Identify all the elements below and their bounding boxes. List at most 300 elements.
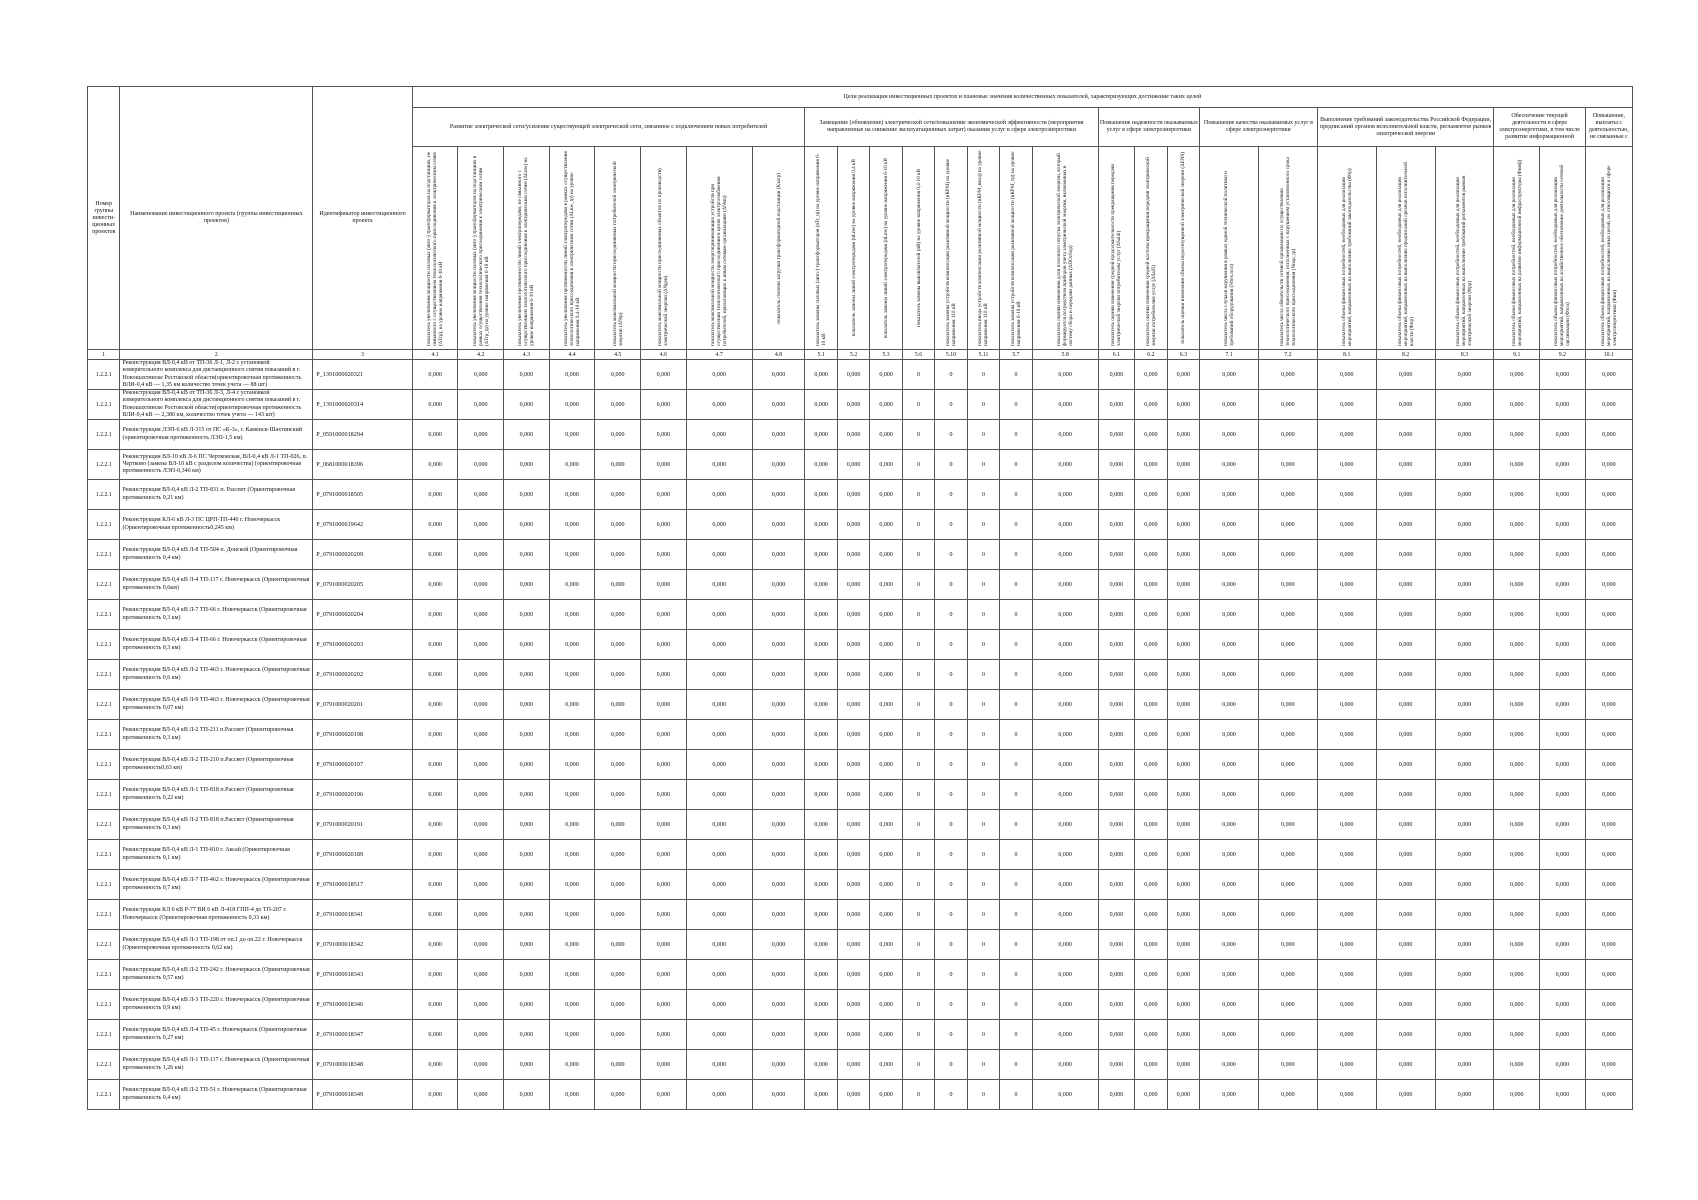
value-cell: 0,000 bbox=[686, 1050, 752, 1080]
value-cell: 0,000 bbox=[1494, 660, 1540, 690]
group-header: Повышение надежности оказываемых услуг в сфере электроэнергетики bbox=[1098, 108, 1199, 147]
value-cell: 0,000 bbox=[1585, 720, 1632, 750]
value-cell: 0,000 bbox=[686, 390, 752, 420]
value-cell: 0 bbox=[967, 960, 999, 990]
value-cell: 0,000 bbox=[458, 810, 504, 840]
table-row bbox=[88, 390, 1633, 420]
value-cell: 0,000 bbox=[641, 1020, 687, 1050]
value-cell: 0,000 bbox=[1376, 600, 1435, 630]
indicator-header-text: показатель объема финансовых потребностей, необходимых для реализации мероприятий, направленных на выполнение предписаний органов исполнительной власти (Фпр) bbox=[1396, 161, 1415, 346]
value-cell: 0,000 bbox=[1585, 840, 1632, 870]
value-cell: 0,000 bbox=[1494, 480, 1540, 510]
value-cell: 0 bbox=[967, 1020, 999, 1050]
value-cell: 0,000 bbox=[805, 870, 837, 900]
project-id-cell: P_0791000018346 bbox=[313, 990, 412, 1020]
value-cell: 0,000 bbox=[595, 780, 641, 810]
value-cell: 0,000 bbox=[805, 840, 837, 870]
value-cell: 0,000 bbox=[1317, 870, 1376, 900]
value-cell: 0,000 bbox=[1376, 420, 1435, 450]
project-name-cell: Реконструкция ВЛ-0,4 кВ Л-2 ТП-242 г. Новочеркасск (Ориентировочная протяженность 0,57 км) bbox=[120, 960, 313, 990]
value-cell: 0,000 bbox=[805, 450, 837, 480]
value-cell: 0,000 bbox=[870, 360, 902, 390]
value-cell: 0,000 bbox=[1540, 600, 1586, 630]
table-row bbox=[88, 630, 1633, 660]
value-cell: 0 bbox=[967, 990, 999, 1020]
value-cell: 0,000 bbox=[1098, 810, 1135, 840]
value-cell: 0,000 bbox=[1135, 900, 1167, 930]
column-number: 10.1 bbox=[1585, 350, 1632, 360]
value-cell: 0,000 bbox=[1376, 840, 1435, 870]
column-number: 4.3 bbox=[504, 350, 550, 360]
value-cell: 0,000 bbox=[412, 840, 458, 870]
value-cell: 0,000 bbox=[1540, 480, 1586, 510]
value-cell: 0,000 bbox=[752, 540, 805, 570]
project-id-cell: P_0791000018505 bbox=[313, 480, 412, 510]
value-cell: 0,000 bbox=[1585, 960, 1632, 990]
value-cell: 0,000 bbox=[1494, 570, 1540, 600]
value-cell: 0,000 bbox=[1258, 360, 1317, 390]
value-cell: 0,000 bbox=[1200, 660, 1259, 690]
value-cell: 0,000 bbox=[641, 390, 687, 420]
value-cell: 0,000 bbox=[686, 960, 752, 990]
value-cell: 0,000 bbox=[686, 990, 752, 1020]
value-cell: 0,000 bbox=[504, 600, 550, 630]
value-cell: 0,000 bbox=[1258, 1020, 1317, 1050]
value-cell: 0,000 bbox=[1540, 1020, 1586, 1050]
group-header: Обеспечение текущей деятельности в сфере электроэнергетики, в том числе развитие информационной bbox=[1494, 108, 1585, 147]
value-cell: 0,000 bbox=[870, 780, 902, 810]
indicator-header-text: показатель замены линий электропередачи (nLnw) на уровне напряжения 0,4 кВ bbox=[850, 159, 857, 337]
value-cell: 0 bbox=[967, 1080, 999, 1110]
project-id-cell: P_1391000020321 bbox=[313, 360, 412, 390]
value-cell: 0,000 bbox=[1098, 840, 1135, 870]
project-name-cell: Реконструкция ВЛ-0,4 кВ Л-1 ТП-818 п.Рассвет (Ориентировочная протяженность 0,22 км) bbox=[120, 780, 313, 810]
value-cell: 0,000 bbox=[641, 900, 687, 930]
group-number-cell: 1.2.2.1 bbox=[88, 420, 120, 450]
indicator-header-text: показатель увеличения протяженности линий электропередачи в рамках осуществления технологического присоединения к электрическим сетям (ΔLnw_tp) на уровне напряжения 0,4-10 кВ bbox=[563, 151, 582, 346]
value-cell: 0,000 bbox=[837, 420, 869, 450]
value-cell: 0,000 bbox=[1376, 720, 1435, 750]
value-cell: 0,000 bbox=[504, 780, 550, 810]
value-cell: 0,000 bbox=[1317, 600, 1376, 630]
project-name-cell: Реконструкция ВЛ-0,4 кВ Л-9 ТП-463 г. Новочеркасск (Ориентировочная протяженность 0,07 км) bbox=[120, 690, 313, 720]
value-cell: 0 bbox=[935, 570, 967, 600]
value-cell: 0 bbox=[1000, 990, 1032, 1020]
value-cell: 0,000 bbox=[1494, 780, 1540, 810]
value-cell: 0,000 bbox=[1258, 1050, 1317, 1080]
value-cell: 0,000 bbox=[1167, 360, 1199, 390]
group-header: Выполнение требований законодательства Российской Федерации, предписаний органов исполнительной власти, регламентов рынков электрической энергии bbox=[1317, 108, 1494, 147]
indicator-header-text: показатель оценки изменения доли полезного отпуска электрической энергии, который формируется посредством приборов учета электрической энергии, включенных в систему сбора и передачи данных (ΔПОсбор) bbox=[1056, 153, 1075, 346]
value-cell: 0,000 bbox=[1540, 990, 1586, 1020]
value-cell: 0,000 bbox=[1494, 750, 1540, 780]
value-cell: 0,000 bbox=[837, 690, 869, 720]
project-name-cell: Реконструкция ВЛ-0,4 кВ Л-2 ТП-211 п.Рассвет (Ориентировочная протяженность 0,3 км) bbox=[120, 720, 313, 750]
value-cell: 0,000 bbox=[595, 900, 641, 930]
value-cell: 0 bbox=[902, 930, 934, 960]
value-cell: 0,000 bbox=[870, 1050, 902, 1080]
value-cell: 0,000 bbox=[1098, 750, 1135, 780]
value-cell: 0,000 bbox=[1098, 780, 1135, 810]
value-cell: 0,000 bbox=[1258, 990, 1317, 1020]
group-number-cell: 1.2.2.1 bbox=[88, 930, 120, 960]
value-cell: 0 bbox=[935, 930, 967, 960]
value-cell: 0,000 bbox=[1098, 1050, 1135, 1080]
value-cell: 0,000 bbox=[595, 360, 641, 390]
value-cell: 0,000 bbox=[870, 630, 902, 660]
value-cell: 0,000 bbox=[412, 480, 458, 510]
value-cell: 0,000 bbox=[1032, 810, 1098, 840]
value-cell: 0,000 bbox=[1200, 630, 1259, 660]
value-cell: 0,000 bbox=[1376, 780, 1435, 810]
value-cell: 0,000 bbox=[1317, 720, 1376, 750]
value-cell: 0,000 bbox=[1098, 960, 1135, 990]
value-cell: 0,000 bbox=[549, 630, 595, 660]
value-cell: 0 bbox=[935, 1080, 967, 1110]
table-row bbox=[88, 900, 1633, 930]
value-cell: 0,000 bbox=[1376, 690, 1435, 720]
value-cell: 0 bbox=[967, 360, 999, 390]
value-cell: 0,000 bbox=[641, 360, 687, 390]
value-cell: 0,000 bbox=[458, 450, 504, 480]
value-cell: 0,000 bbox=[1135, 600, 1167, 630]
value-cell: 0,000 bbox=[1167, 900, 1199, 930]
value-cell: 0,000 bbox=[805, 1020, 837, 1050]
value-cell: 0,000 bbox=[686, 750, 752, 780]
indicator-header bbox=[1317, 147, 1376, 350]
value-cell: 0,000 bbox=[458, 660, 504, 690]
value-cell: 0 bbox=[1000, 750, 1032, 780]
value-cell: 0,000 bbox=[1376, 660, 1435, 690]
value-cell: 0,000 bbox=[458, 1050, 504, 1080]
project-name-cell: Реконструкция КЛ-6 кВ Л-3 ПС ЦРП-ТП-440 г. Новочеркасск (Ориентировочная протяженность0,245 км) bbox=[120, 510, 313, 540]
group-header: Замещение (обновление) электрической сети/повышение экономической эффективности (мероприятия направленные на снижение эксплуатационных затрат) оказания услуг в сфере электроэнергетики bbox=[805, 108, 1098, 147]
value-cell: 0,000 bbox=[504, 720, 550, 750]
group-number-cell: 1.2.2.1 bbox=[88, 960, 120, 990]
value-cell: 0,000 bbox=[686, 600, 752, 630]
value-cell: 0,000 bbox=[1435, 1020, 1494, 1050]
value-cell: 0 bbox=[1000, 1050, 1032, 1080]
value-cell: 0,000 bbox=[595, 990, 641, 1020]
value-cell: 0,000 bbox=[641, 480, 687, 510]
value-cell: 0,000 bbox=[458, 570, 504, 600]
column-number: 5.6 bbox=[902, 350, 934, 360]
column-number: 4.2 bbox=[458, 350, 504, 360]
project-name-cell: Реконструкция КЛ 6 кВ Р-77 ВИ 6 кВ Л-418 ГПП-4 до ТП-207 г. Новочеркасск (Ориентировочная протяженность 0,33 км) bbox=[120, 900, 313, 930]
value-cell: 0,000 bbox=[1540, 750, 1586, 780]
value-cell: 0,000 bbox=[1167, 450, 1199, 480]
value-cell: 0 bbox=[1000, 780, 1032, 810]
value-cell: 0 bbox=[1000, 810, 1032, 840]
value-cell: 0,000 bbox=[504, 420, 550, 450]
value-cell: 0,000 bbox=[1435, 540, 1494, 570]
value-cell: 0,000 bbox=[686, 870, 752, 900]
value-cell: 0,000 bbox=[641, 810, 687, 840]
value-cell: 0,000 bbox=[1258, 690, 1317, 720]
value-cell: 0,000 bbox=[1098, 480, 1135, 510]
value-cell: 0,000 bbox=[1435, 510, 1494, 540]
project-name-cell: Реконструкция ЛЭП-6 кВ Л-315 от ПС «К-3», г. Каменск-Шахтинский (ориентировочная протяженность ЛЭП-1,5 км) bbox=[120, 420, 313, 450]
value-cell: 0,000 bbox=[1032, 1050, 1098, 1080]
value-cell: 0,000 bbox=[641, 630, 687, 660]
value-cell: 0,000 bbox=[549, 750, 595, 780]
value-cell: 0,000 bbox=[1258, 570, 1317, 600]
value-cell: 0,000 bbox=[686, 1080, 752, 1110]
value-cell: 0,000 bbox=[1317, 1020, 1376, 1050]
value-cell: 0,000 bbox=[752, 570, 805, 600]
project-id-cell: P_0791000020201 bbox=[313, 690, 412, 720]
column-number: 6.3 bbox=[1167, 350, 1199, 360]
project-name-cell: Реконструкция ВЛ-0,4 кВ Л-4 ТП-117 г. Новочеркасск (Ориентировочная протяженность 0,6км) bbox=[120, 570, 313, 600]
value-cell: 0,000 bbox=[837, 1080, 869, 1110]
project-name-cell: Реконструкция ВЛ-0,4 кВ Л-1 ТП-810 г. Аксай (Ориентировочная протяженность 0,1 км) bbox=[120, 840, 313, 870]
value-cell: 0,000 bbox=[1098, 630, 1135, 660]
value-cell: 0,000 bbox=[752, 870, 805, 900]
value-cell: 0,000 bbox=[641, 450, 687, 480]
value-cell: 0 bbox=[935, 960, 967, 990]
value-cell: 0 bbox=[935, 540, 967, 570]
value-cell: 0 bbox=[935, 1050, 967, 1080]
table-row bbox=[88, 780, 1633, 810]
value-cell: 0,000 bbox=[1540, 960, 1586, 990]
project-id-cell: P_0791000019642 bbox=[313, 510, 412, 540]
value-cell: 0,000 bbox=[549, 810, 595, 840]
value-cell: 0,000 bbox=[595, 720, 641, 750]
value-cell: 0,000 bbox=[870, 1080, 902, 1110]
value-cell: 0,000 bbox=[1098, 600, 1135, 630]
value-cell: 0,000 bbox=[1098, 1020, 1135, 1050]
value-cell: 0,000 bbox=[1540, 930, 1586, 960]
project-id-cell: P_0791000020209 bbox=[313, 540, 412, 570]
value-cell: 0,000 bbox=[1585, 900, 1632, 930]
value-cell: 0,000 bbox=[595, 810, 641, 840]
value-cell: 0,000 bbox=[1167, 1050, 1199, 1080]
value-cell: 0,000 bbox=[1376, 750, 1435, 780]
value-cell: 0 bbox=[967, 750, 999, 780]
value-cell: 0,000 bbox=[1200, 480, 1259, 510]
value-cell: 0,000 bbox=[1200, 1080, 1259, 1110]
table-row bbox=[88, 600, 1633, 630]
indicator-header bbox=[805, 147, 837, 350]
value-cell: 0,000 bbox=[458, 780, 504, 810]
value-cell: 0,000 bbox=[1135, 1020, 1167, 1050]
value-cell: 0 bbox=[935, 360, 967, 390]
indicator-header bbox=[1167, 147, 1199, 350]
value-cell: 0,000 bbox=[1135, 750, 1167, 780]
value-cell: 0,000 bbox=[1098, 690, 1135, 720]
value-cell: 0,000 bbox=[1317, 930, 1376, 960]
value-cell: 0,000 bbox=[504, 840, 550, 870]
value-cell: 0 bbox=[967, 480, 999, 510]
group-number-cell: 1.2.2.1 bbox=[88, 810, 120, 840]
value-cell: 0,000 bbox=[1167, 780, 1199, 810]
value-cell: 0,000 bbox=[641, 930, 687, 960]
value-cell: 0,000 bbox=[595, 690, 641, 720]
value-cell: 0 bbox=[935, 870, 967, 900]
value-cell: 0,000 bbox=[504, 450, 550, 480]
value-cell: 0,000 bbox=[1098, 360, 1135, 390]
value-cell: 0,000 bbox=[805, 900, 837, 930]
indicator-header bbox=[1200, 147, 1259, 350]
value-cell: 0,000 bbox=[641, 1080, 687, 1110]
value-cell: 0,000 bbox=[686, 780, 752, 810]
value-cell: 0 bbox=[902, 450, 934, 480]
column-number: 9.2 bbox=[1540, 350, 1586, 360]
value-cell: 0 bbox=[1000, 600, 1032, 630]
value-cell: 0,000 bbox=[1098, 390, 1135, 420]
value-cell: 0 bbox=[967, 780, 999, 810]
value-cell: 0 bbox=[967, 720, 999, 750]
value-cell: 0,000 bbox=[1435, 810, 1494, 840]
value-cell: 0,000 bbox=[1098, 510, 1135, 540]
value-cell: 0,000 bbox=[641, 1050, 687, 1080]
value-cell: 0,000 bbox=[1032, 420, 1098, 450]
value-cell: 0,000 bbox=[1032, 720, 1098, 750]
value-cell: 0,000 bbox=[1032, 390, 1098, 420]
indicator-header bbox=[1585, 147, 1632, 350]
value-cell: 0 bbox=[1000, 450, 1032, 480]
value-cell: 0,000 bbox=[1494, 810, 1540, 840]
value-cell: 0,000 bbox=[412, 600, 458, 630]
value-cell: 0,000 bbox=[412, 1080, 458, 1110]
value-cell: 0,000 bbox=[837, 510, 869, 540]
value-cell: 0,000 bbox=[458, 840, 504, 870]
value-cell: 0,000 bbox=[549, 690, 595, 720]
investment-targets-table bbox=[87, 86, 1633, 1110]
column-number: 4.8 bbox=[752, 350, 805, 360]
value-cell: 0,000 bbox=[549, 660, 595, 690]
value-cell: 0 bbox=[967, 690, 999, 720]
value-cell: 0,000 bbox=[1376, 570, 1435, 600]
value-cell: 0,000 bbox=[412, 990, 458, 1020]
value-cell: 0 bbox=[967, 390, 999, 420]
group-number-cell: 1.2.2.1 bbox=[88, 780, 120, 810]
value-cell: 0,000 bbox=[1200, 750, 1259, 780]
project-id-cell: P_0681000018396 bbox=[313, 450, 412, 480]
value-cell: 0,000 bbox=[1585, 780, 1632, 810]
value-cell: 0,000 bbox=[805, 930, 837, 960]
value-cell: 0,000 bbox=[1135, 540, 1167, 570]
value-cell: 0 bbox=[935, 630, 967, 660]
value-cell: 0,000 bbox=[1435, 600, 1494, 630]
value-cell: 0,000 bbox=[805, 810, 837, 840]
project-name-cell: Реконструкция ВЛ-0,4 кВ Л-3 ТП-198 от оп.1 до оп.22 г. Новочеркасск (Ориентировочная протяженность 0,62 км) bbox=[120, 930, 313, 960]
value-cell: 0,000 bbox=[504, 660, 550, 690]
value-cell: 0 bbox=[935, 720, 967, 750]
value-cell: 0,000 bbox=[1167, 390, 1199, 420]
group-number-cell: 1.2.2.1 bbox=[88, 480, 120, 510]
indicator-header bbox=[1376, 147, 1435, 350]
value-cell: 0 bbox=[902, 1020, 934, 1050]
value-cell: 0,000 bbox=[458, 1020, 504, 1050]
project-id-cell: P_0791000020202 bbox=[313, 660, 412, 690]
value-cell: 0,000 bbox=[837, 930, 869, 960]
value-cell: 0,000 bbox=[686, 570, 752, 600]
value-cell: 0,000 bbox=[1098, 870, 1135, 900]
value-cell: 0,000 bbox=[595, 1050, 641, 1080]
value-cell: 0 bbox=[902, 360, 934, 390]
value-cell: 0,000 bbox=[686, 630, 752, 660]
value-cell: 0,000 bbox=[1317, 840, 1376, 870]
value-cell: 0,000 bbox=[549, 720, 595, 750]
column-number: 1 bbox=[88, 350, 120, 360]
value-cell: 0 bbox=[902, 390, 934, 420]
value-cell: 0,000 bbox=[1098, 990, 1135, 1020]
value-cell: 0,000 bbox=[1032, 930, 1098, 960]
value-cell: 0,000 bbox=[805, 630, 837, 660]
project-name-cell: Реконструкция ВЛ-0,4 кВ Л-1 ТП-117 г. Новочеркасск (Ориентировочная протяженность 1,26 км) bbox=[120, 1050, 313, 1080]
value-cell: 0,000 bbox=[870, 930, 902, 960]
value-cell: 0 bbox=[935, 390, 967, 420]
value-cell: 0,000 bbox=[1317, 690, 1376, 720]
value-cell: 0,000 bbox=[641, 690, 687, 720]
value-cell: 0,000 bbox=[805, 780, 837, 810]
value-cell: 0,000 bbox=[1167, 570, 1199, 600]
value-cell: 0,000 bbox=[752, 900, 805, 930]
value-cell: 0,000 bbox=[837, 360, 869, 390]
indicator-header bbox=[967, 147, 999, 350]
value-cell: 0,000 bbox=[837, 660, 869, 690]
value-cell: 0,000 bbox=[805, 510, 837, 540]
value-cell: 0,000 bbox=[1258, 930, 1317, 960]
value-cell: 0,000 bbox=[458, 720, 504, 750]
indicator-header bbox=[1135, 147, 1167, 350]
value-cell: 0,000 bbox=[1135, 780, 1167, 810]
value-cell: 0,000 bbox=[1494, 1050, 1540, 1080]
value-cell: 0,000 bbox=[549, 840, 595, 870]
value-cell: 0,000 bbox=[504, 960, 550, 990]
value-cell: 0,000 bbox=[1167, 540, 1199, 570]
indicator-header bbox=[641, 147, 687, 350]
indicator-header bbox=[1494, 147, 1540, 350]
value-cell: 0,000 bbox=[1135, 990, 1167, 1020]
value-cell: 0,000 bbox=[1135, 390, 1167, 420]
value-cell: 0,000 bbox=[458, 870, 504, 900]
value-cell: 0 bbox=[1000, 660, 1032, 690]
value-cell: 0,000 bbox=[549, 600, 595, 630]
value-cell: 0,000 bbox=[412, 360, 458, 390]
value-cell: 0 bbox=[967, 420, 999, 450]
value-cell: 0,000 bbox=[1494, 540, 1540, 570]
value-cell: 0,000 bbox=[458, 930, 504, 960]
project-id-cell: P_0791000020204 bbox=[313, 600, 412, 630]
column-number: 4.1 bbox=[412, 350, 458, 360]
value-cell: 0,000 bbox=[1135, 840, 1167, 870]
value-cell: 0,000 bbox=[595, 930, 641, 960]
value-cell: 0 bbox=[1000, 960, 1032, 990]
value-cell: 0,000 bbox=[870, 870, 902, 900]
value-cell: 0,000 bbox=[1585, 540, 1632, 570]
value-cell: 0,000 bbox=[1258, 1080, 1317, 1110]
value-cell: 0,000 bbox=[1032, 840, 1098, 870]
value-cell: 0,000 bbox=[837, 450, 869, 480]
value-cell: 0 bbox=[1000, 360, 1032, 390]
value-cell: 0,000 bbox=[837, 960, 869, 990]
value-cell: 0,000 bbox=[870, 810, 902, 840]
value-cell: 0,000 bbox=[1135, 450, 1167, 480]
value-cell: 0,000 bbox=[549, 960, 595, 990]
value-cell: 0,000 bbox=[805, 600, 837, 630]
value-cell: 0,000 bbox=[1167, 870, 1199, 900]
table-row bbox=[88, 960, 1633, 990]
value-cell: 0,000 bbox=[412, 960, 458, 990]
value-cell: 0,000 bbox=[1435, 960, 1494, 990]
project-name-cell: Реконструкция ВЛ-0,4 кВ Л-2 ТП-210 п.Рассвет (Ориентировочная протяженность0,63 км) bbox=[120, 750, 313, 780]
value-cell: 0,000 bbox=[752, 600, 805, 630]
table-row bbox=[88, 750, 1633, 780]
value-cell: 0,000 bbox=[1540, 630, 1586, 660]
value-cell: 0,000 bbox=[1135, 660, 1167, 690]
